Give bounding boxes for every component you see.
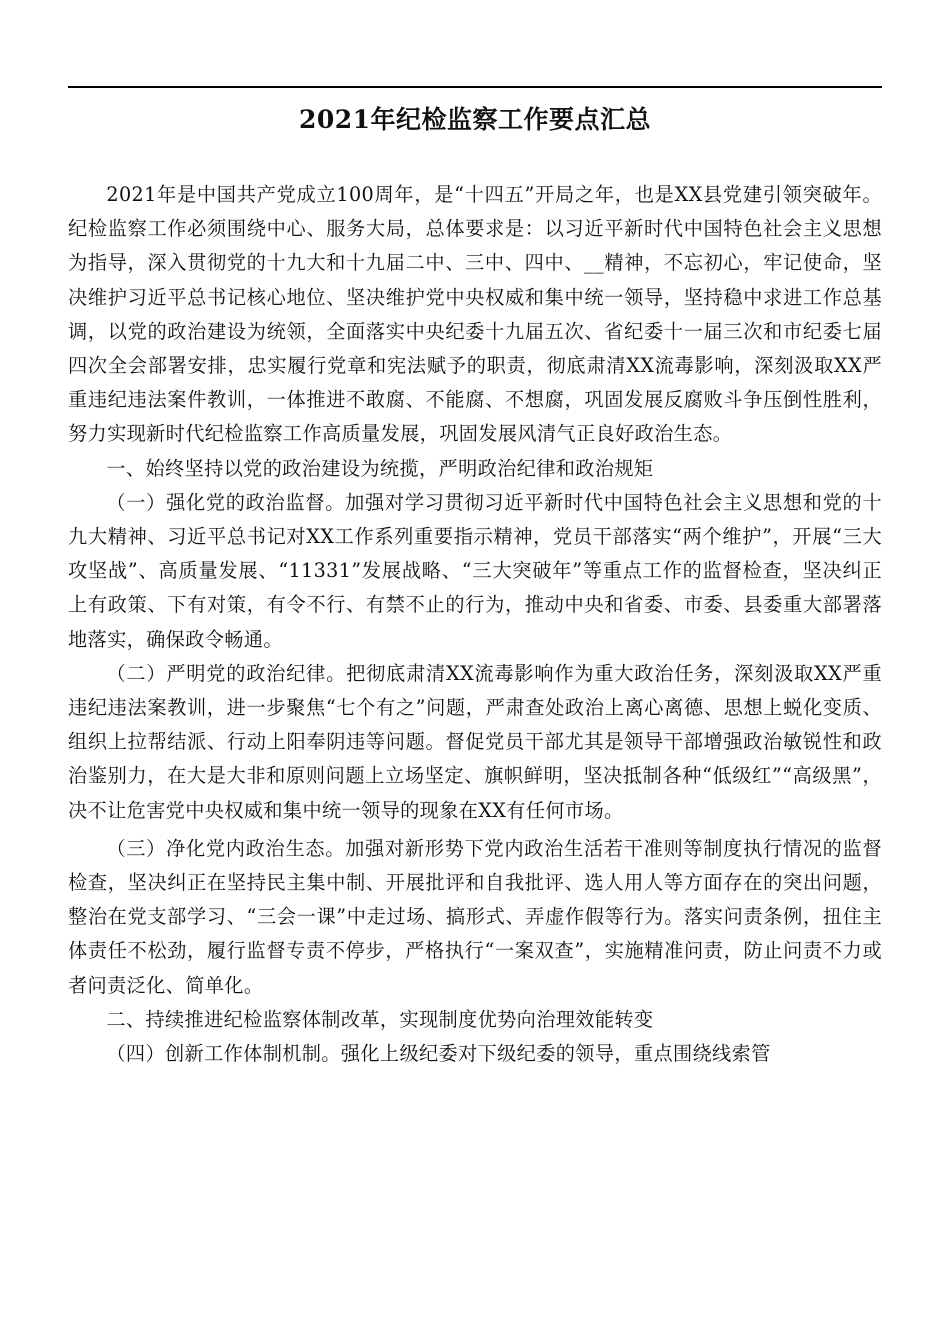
document-body (68, 178, 882, 1071)
section-heading-2: 二、持续推进纪检监察体制改革，实现制度优势向治理效能转变 (106, 1007, 654, 1031)
section-heading-1: 一、始终坚持以党的政治建设为统揽，严明政治纪律和政治规矩 (106, 456, 654, 480)
paragraph-item-3: （三）净化党内政治生态。加强对新形势下党内政治生活若干准则等制度执行情况的监督检查，坚决纠正在坚持民主集中制、开展批评和自我批评、选人用人等方面存在的突出问题，整治在党支部学习、“三会一课”中走过场、搞形式、弄虚作假等行为。落实问责条例，扭住主体责任不松劲，履行监督专责不停步，严格执行“一案双查”，实施精准问责，防止问责不力或者问责泛化、简单化。 (68, 836, 882, 997)
intro-paragraph: 2021年是中国共产党成立100周年，是“十四五”开局之年，也是XX县党建引领突破年。纪检监察工作必须围绕中心、服务大局，总体要求是：以习近平新时代中国特色社会主义思想为指导，深入贯彻党的十九大和十九届二中、三中、四中、__精神，不忘初心，牢记使命，坚决维护习近平总书记核心地位、坚决维护党中央权威和集中统一领导，坚持稳中求进工作总基调，以党的政治建设为统领，全面落实中央纪委十九届五次、省纪委十一届三次和市纪委七届四次全会部署安排，忠实履行党章和宪法赋予的职责，彻底肃清XX流毒影响，深刻汲取XX严重违纪违法案件教训，一体推进不敢腐、不能腐、不想腐，巩固发展反腐败斗争压倒性胜利，努力实现新时代纪检监察工作高质量发展，巩固发展风清气正良好政治生态。 (68, 183, 882, 446)
paragraph-item-4: （四）创新工作体制机制。强化上级纪委对下级纪委的领导，重点围绕线索管 (106, 1042, 771, 1066)
paragraph-item-1: （一）强化党的政治监督。加强对学习贯彻习近平新时代中国特色社会主义思想和党的十九大精神、习近平总书记对XX工作系列重要指示精神，党员干部落实“两个维护”，开展“三大攻坚战”、高质量发展、“11331”发展战略、“三大突破年”等重点工作的监督检查，坚决纠正上有政策、下有对策，有令不行、有禁不止的行为，推动中央和省委、市委、县委重大部署落地落实，确保政令畅通。 (68, 490, 882, 651)
document-title: 2021年纪检监察工作要点汇总 (298, 105, 652, 134)
header-rule (68, 86, 882, 88)
paragraph-item-2: （二）严明党的政治纪律。把彻底肃清XX流毒影响作为重大政治任务，深刻汲取XX严重违纪违法案教训，进一步聚焦“七个有之”问题，严肃查处政治上离心离德、思想上蜕化变质、组织上拉帮结派、行动上阳奉阴违等问题。督促党员干部尤其是领导干部增强政治敏锐性和政治鉴别力，在大是大非和原则问题上立场坚定、旗帜鲜明，坚决抵制各种“低级红”“高级黑”，决不让危害党中央权威和集中统一领导的现象在XX有任何市场。 (68, 661, 882, 822)
